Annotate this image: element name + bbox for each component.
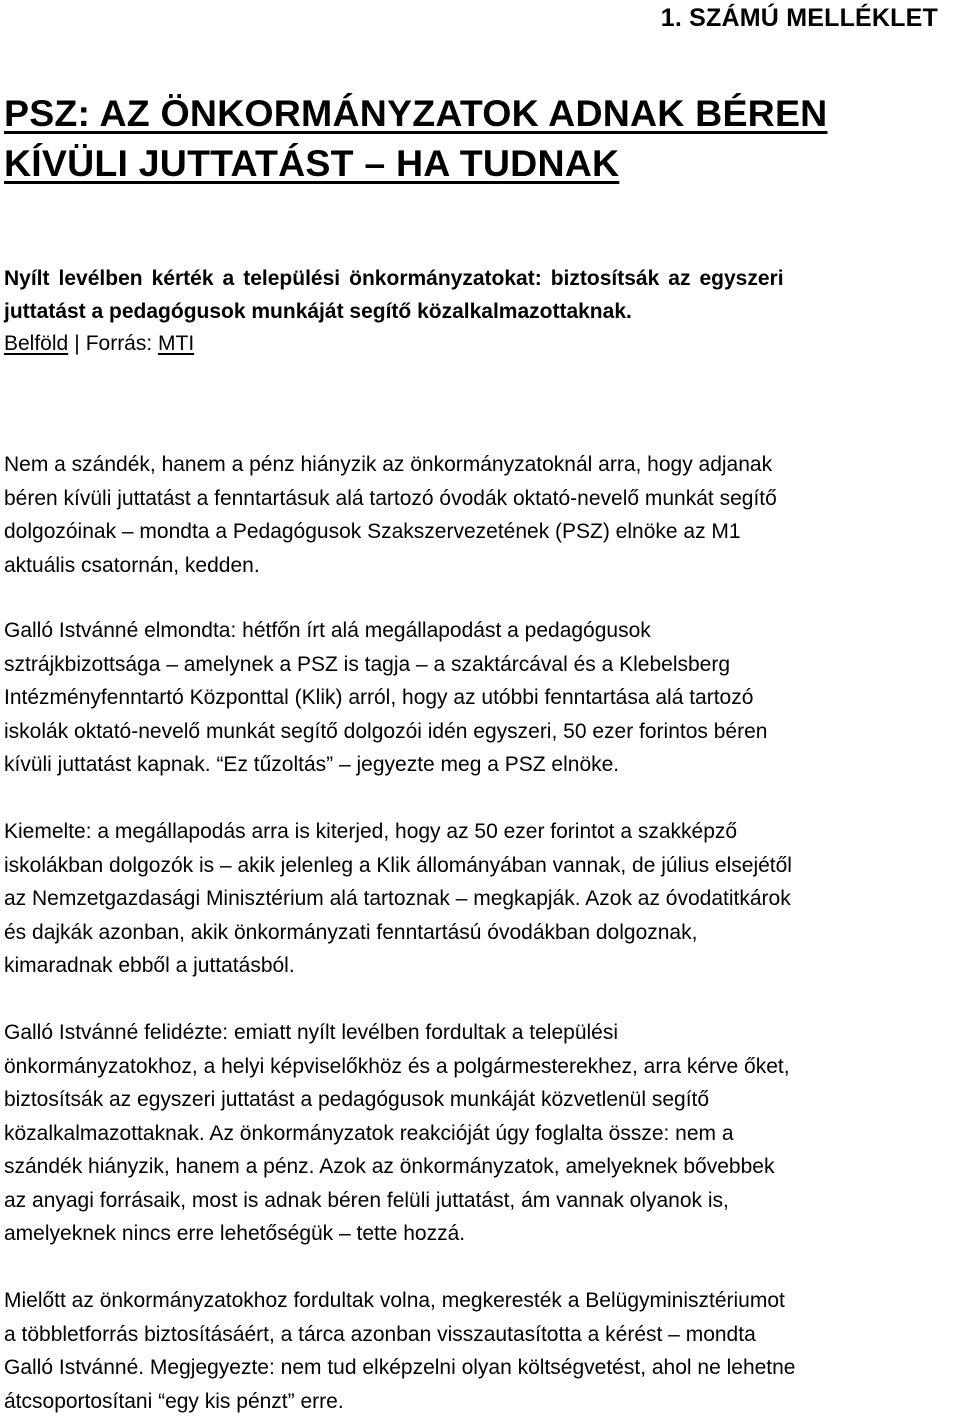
paragraph-line: kívüli juttatást kapnak. “Ez tűzoltás” – jegyezte meg a PSZ elnöke. [4,753,620,776]
headline-line: KÍVÜLI JUTTATÁST – HA TUDNAK [4,142,620,184]
paragraph-line: az Nemzetgazdasági Minisztérium alá tartoznak – megkapják. Azok az óvodatitkárok [4,887,791,910]
paragraph-line: Kiemelte: a megállapodás arra is kiterjed, hogy az 50 ezer forintot a szakképző [4,820,738,843]
headline-line: PSZ: AZ ÖNKORMÁNYZATOK ADNAK BÉREN [4,92,828,134]
paragraph-line: amelyeknek nincs erre lehetőségük – tette hozzá. [4,1222,466,1245]
article-source-line [4,327,194,360]
paragraph-line: biztosítsák az egyszeri juttatást a pedagógusok munkáját közvetlenül segítő [4,1088,710,1111]
paragraph-line: önkormányzatokhoz, a helyi képviselőkhöz és a polgármesterekhez, arra kérve őket, [4,1054,790,1078]
annex-label: 1. SZÁMÚ MELLÉKLET [660,4,938,32]
article-paragraph [4,1016,956,1251]
paragraph-line: iskolákban dolgozók is – akik jelenleg a Klik állományában vannak, de július elsejétől [4,853,792,877]
paragraph-line: az anyagi forrásaik, most is adnak béren felüli juttatást, ám vannak olyanok is, [4,1188,729,1212]
lead-line: juttatást a pedagógusok munkáját segítő közalkalmazottaknak. [4,300,632,323]
paragraph-line: Galló Istvánné felidézte: emiatt nyílt levélben fordultak a települési [4,1021,619,1044]
paragraph-line: Mielőtt az önkormányzatokhoz fordultak volna, megkeresték a Belügyminisztériumot [4,1289,785,1312]
paragraph-line: és dajkák azonban, akik önkormányzati fenntartású óvodákban dolgoznak, [4,920,698,944]
paragraph-line: közalkalmazottaknak. Az önkormányzatok reakcióját úgy foglalta össze: nem a [4,1121,734,1145]
paragraph-line: sztrájkbizottsága – amelynek a PSZ is tagja – a szaktárcával és a Klebelsberg [4,652,731,676]
article-lead [4,262,956,328]
paragraph-line: a többletforrás biztosításáért, a tárca azonban visszautasította a kérést – mondta [4,1322,756,1346]
article-paragraph [4,1284,956,1418]
paragraph-line: Intézményfenntartó Központtal (Klik) arról, hogy az utóbbi fenntartása alá tartozó [4,686,754,709]
paragraph-line: szándék hiányzik, hanem a pénz. Azok az önkormányzatok, amelyeknek bővebbek [4,1155,775,1178]
lead-line [4,262,956,295]
paragraph-line: átcsoportosítani “egy kis pénzt” erre. [4,1389,344,1413]
source-agency-link[interactable]: MTI [158,332,195,355]
paragraph-line: aktuális csatornán, kedden. [4,553,260,577]
lead-line-text: Nyílt levélben kérték a települési önkormányzatokat: biztosítsák az egyszeri [4,267,784,290]
paragraph-line: iskolák oktató-nevelő munkát segítő dolgozói idén egyszeri, 50 ezer forintos béren [4,719,768,743]
paragraph-line: dolgozóinak – mondta a Pedagógusok Szakszervezetének (PSZ) elnöke az M1 [4,520,741,543]
paragraph-line: Galló Istvánné. Megjegyezte: nem tud elképzelni olyan költségvetést, ahol ne lehetne [4,1356,796,1379]
paragraph-line: Nem a szándék, hanem a pénz hiányzik az önkormányzatoknál arra, hogy adjanak [4,453,773,476]
article-paragraph [4,448,956,582]
paragraph-line: kimaradnak ebből a juttatásból. [4,954,295,977]
category-link[interactable]: Belföld [4,332,69,355]
article-paragraph [4,815,956,983]
article-headline [4,88,954,188]
paragraph-line: Galló Istvánné elmondta: hétfőn írt alá megállapodást a pedagógusok [4,619,651,642]
paragraph-line: béren kívüli juttatást a fenntartásuk alá tartozó óvodák oktató-nevelő munkát segítő [4,486,777,510]
article-paragraph [4,614,956,782]
source-separator: | [74,332,80,355]
source-label: Forrás: [85,332,153,355]
